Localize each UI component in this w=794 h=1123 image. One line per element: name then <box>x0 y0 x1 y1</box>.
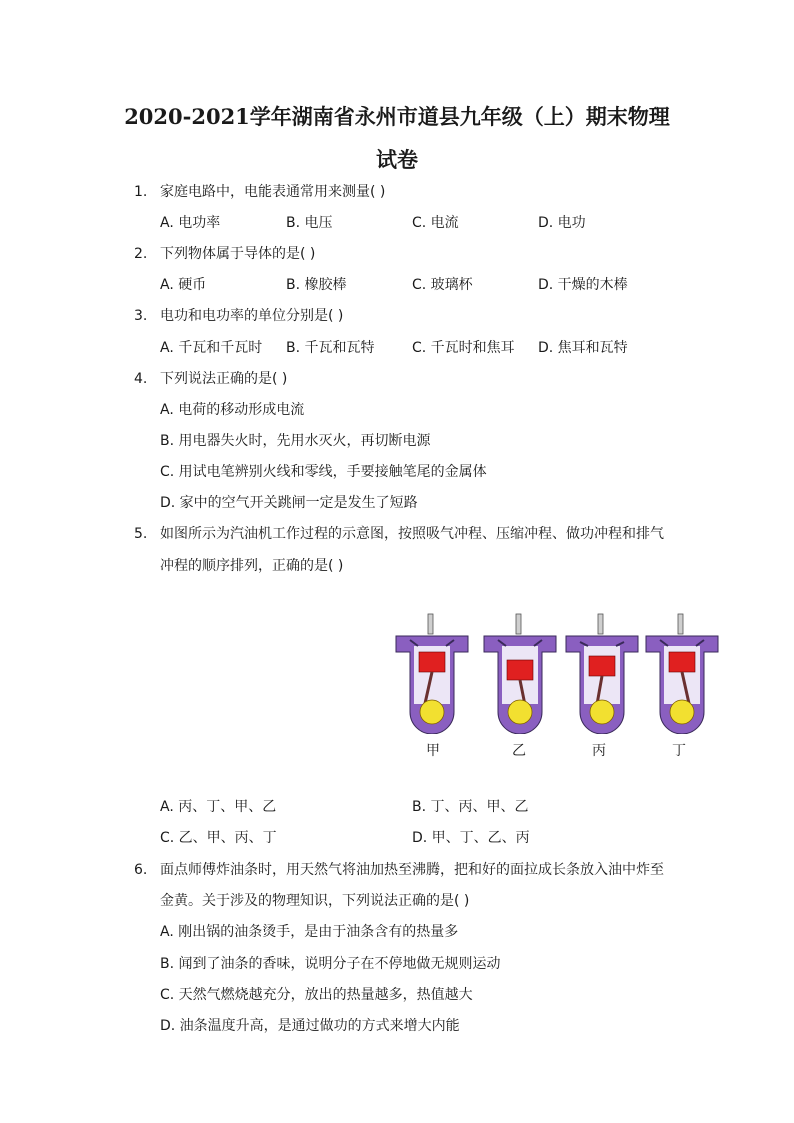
option-a: A. 千瓦和千瓦时 <box>160 340 263 356</box>
figure-label-yi: 乙 <box>512 743 526 759</box>
option-d: D. 油条温度升高，是通过做功的方式来增大内能 <box>160 1018 460 1034</box>
question-text: 下列物体属于导体的是( ) <box>160 246 316 262</box>
option-a: A. 丙、丁、甲、乙 <box>160 799 277 815</box>
question-3 <box>134 307 343 325</box>
question-4 <box>134 370 287 388</box>
option-b: B. 丁、丙、甲、乙 <box>412 799 529 815</box>
question-5 <box>134 525 664 543</box>
engine-diagram-ding <box>642 612 722 734</box>
question-text-continued: 冲程的顺序排列，正确的是( ) <box>160 558 344 574</box>
question-text: 电功和电功率的单位分别是( ) <box>160 308 344 324</box>
question-6 <box>134 861 664 879</box>
option-a: A. 电荷的移动形成电流 <box>160 402 305 418</box>
option-a: A. 刚出锅的油条烫手，是由于油条含有的热量多 <box>160 924 459 940</box>
option-a: A. 硬币 <box>160 277 207 293</box>
question-text: 如图所示为汽油机工作过程的示意图，按照吸气冲程、压缩冲程、做功冲程和排气 <box>160 526 664 542</box>
option-d: D. 干燥的木棒 <box>538 277 628 293</box>
question-number: 5. <box>134 526 148 542</box>
option-b: B. 用电器失火时，先用水灭火，再切断电源 <box>160 433 431 449</box>
option-b: B. 橡胶棒 <box>286 277 347 293</box>
exam-title-line1: 2020-2021学年湖南省永州市道县九年级（上）期末物理 <box>124 104 670 129</box>
option-d: D. 焦耳和瓦特 <box>538 340 628 356</box>
option-c: C. 千瓦时和焦耳 <box>412 340 515 356</box>
option-d: D. 家中的空气开关跳闸一定是发生了短路 <box>160 495 418 511</box>
question-number: 3. <box>134 308 148 324</box>
option-c: C. 电流 <box>412 215 459 231</box>
question-1 <box>134 183 385 201</box>
question-2 <box>134 245 315 263</box>
engine-diagram-jia <box>392 612 472 734</box>
option-b: B. 电压 <box>286 215 333 231</box>
question-text-continued: 金黄。关于涉及的物理知识，下列说法正确的是( ) <box>160 893 470 909</box>
question-number: 1. <box>134 184 148 200</box>
question-text: 面点师傅炸油条时，用天然气将油加热至沸腾，把和好的面拉成长条放入油中炸至 <box>160 862 664 878</box>
exam-title-line2: 试卷 <box>376 147 418 172</box>
engine-diagram-bing <box>562 612 642 734</box>
option-d: D. 电功 <box>538 215 586 231</box>
figure-label-bing: 丙 <box>592 743 606 759</box>
question-number: 6. <box>134 862 148 878</box>
figure-label-ding: 丁 <box>672 743 686 759</box>
option-c: C. 乙、甲、丙、丁 <box>160 830 277 846</box>
question-text: 家庭电路中，电能表通常用来测量( ) <box>160 184 386 200</box>
option-c: C. 天然气燃烧越充分，放出的热量越多，热值越大 <box>160 987 473 1003</box>
engine-diagram-yi <box>480 612 560 734</box>
figure-label-jia: 甲 <box>426 743 440 759</box>
question-number: 4. <box>134 371 148 387</box>
option-c: C. 用试电笔辨别火线和零线，手要接触笔尾的金属体 <box>160 464 487 480</box>
option-a: A. 电功率 <box>160 215 221 231</box>
option-d: D. 甲、丁、乙、丙 <box>412 830 530 846</box>
option-b: B. 千瓦和瓦特 <box>286 340 375 356</box>
question-text: 下列说法正确的是( ) <box>160 371 288 387</box>
option-c: C. 玻璃杯 <box>412 277 473 293</box>
option-b: B. 闻到了油条的香味，说明分子在不停地做无规则运动 <box>160 956 501 972</box>
question-number: 2. <box>134 246 148 262</box>
